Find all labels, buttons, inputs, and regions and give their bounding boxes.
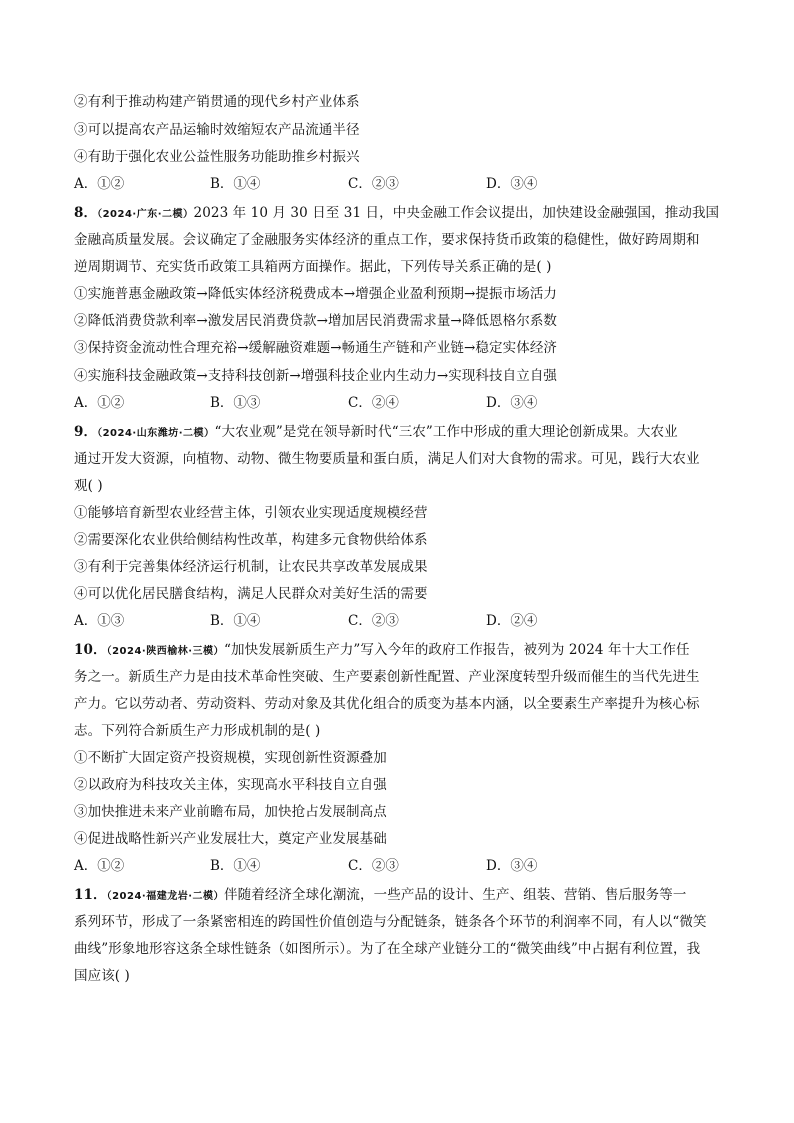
q7-options	[74, 175, 674, 193]
q10-item-4: ④促进战略性新兴产业发展壮大，奠定产业发展基础	[74, 831, 387, 847]
q9-item-3: ③有利于完善集体经济运行机制，让农民共享改革发展成果	[74, 559, 428, 575]
q10-item-3: ③加快推进未来产业前瞻布局，加快抢占发展制高点	[74, 804, 387, 820]
q11-stem-line-4: 国应该( )	[74, 968, 130, 984]
option-d: D．②④	[486, 613, 538, 629]
option-a: A．①②	[74, 176, 125, 192]
q9-options	[74, 612, 674, 630]
option-d: D．③④	[486, 176, 538, 192]
q9-number: 9．	[74, 424, 98, 440]
q9-stem-line-1	[74, 423, 678, 443]
q9-stem-line-3: 观( )	[74, 478, 103, 494]
option-a: A．①②	[74, 395, 125, 411]
option-a: A．①③	[74, 613, 125, 629]
q8-stem-line-1	[74, 204, 719, 224]
q7-item-3: ③可以提高农产品运输时效缩短农产品流通半径	[74, 122, 360, 138]
q9-stem-line-2: 通过开发大资源，向植物、动物、微生物要质量和蛋白质，满足人们对大食物的需求。可见，践行大农业	[74, 451, 700, 467]
option-b: B．①④	[210, 858, 261, 874]
q9-source: （2024·山东潍坊·二模）	[97, 428, 215, 439]
option-b: B．①③	[210, 395, 261, 411]
q10-options	[74, 857, 674, 875]
option-c: C．②③	[348, 613, 399, 629]
q9-stem-text: “大农业观”是党在领导新时代“三农”工作中形成的重大理论创新成果。大农业	[214, 424, 678, 440]
q7-item-4: ④有助于强化农业公益性服务功能助推乡村振兴	[74, 149, 360, 165]
q10-stem-line-4: 志。下列符合新质生产力形成机制的是( )	[74, 723, 321, 739]
option-b: B．①④	[210, 176, 261, 192]
q8-stem-line-2: 金融高质量发展。会议确定了金融服务实体经济的重点工作，要求保持货币政策的稳健性，做好跨周期和	[74, 232, 700, 248]
option-d: D．③④	[486, 395, 538, 411]
q8-source: （2024·广东·二模）	[97, 209, 194, 220]
q10-item-1: ①不断扩大固定资产投资规模，实现创新性资源叠加	[74, 750, 387, 766]
option-b: B．①④	[210, 613, 261, 629]
q10-source: （2024·陕西榆林·三模）	[106, 646, 225, 657]
option-c: C．②③	[348, 858, 399, 874]
option-c: C．②④	[348, 395, 399, 411]
q10-stem-text: “加快发展新质生产力”写入今年的政府工作报告，被列为 2024 年十大工作任	[224, 642, 690, 658]
q11-stem-text: 伴随着经济全球化潮流，一些产品的设计、生产、组装、营销、售后服务等一	[224, 887, 687, 903]
q11-number: 11．	[74, 887, 107, 903]
q10-stem-line-1	[74, 641, 690, 661]
q10-item-2: ②以政府为科技攻关主体，实现高水平科技自立自强	[74, 777, 387, 793]
q9-item-4: ④可以优化居民膳食结构，满足人民群众对美好生活的需要	[74, 586, 428, 602]
q10-number: 10．	[74, 642, 107, 658]
q11-stem-line-3: 曲线”形象地形容这条全球性链条（如图所示）。为了在全球产业链分工的“微笑曲线”中占据有利位置，我	[74, 941, 701, 957]
q8-item-1: ①实施普惠金融政策→降低实体经济税费成本→增强企业盈利预期→提振市场活力	[74, 286, 558, 302]
option-c: C．②③	[348, 176, 399, 192]
q8-item-4: ④实施科技金融政策→支持科技创新→增强科技企业内生动力→实现科技自立自强	[74, 368, 558, 384]
q8-number: 8．	[74, 205, 98, 221]
q9-item-1: ①能够培育新型农业经营主体，引领农业实现适度规模经营	[74, 505, 428, 521]
q11-stem-line-2: 系列环节，形成了一条紧密相连的跨国性价值创造与分配链条，链条各个环节的利润率不同，有人以“微笑	[74, 914, 707, 930]
q11-source: （2024·福建龙岩·二模）	[106, 891, 225, 902]
q10-stem-line-3: 产力。它以劳动者、劳动资料、劳动对象及其优化组合的质变为基本内涵，以全要素生产率提升为核心标	[74, 696, 700, 712]
option-a: A．①②	[74, 858, 125, 874]
q10-stem-line-2: 务之一。新质生产力是由技术革命性突破、生产要素创新性配置、产业深度转型升级而催生的当代先进生	[74, 669, 700, 685]
q8-stem-text: 2023 年 10 月 30 日至 31 日，中央金融工作会议提出，加快建设金融强国，推动我国	[193, 205, 720, 221]
q8-stem-line-3: 逆周期调节、充实货币政策工具箱两方面操作。据此，下列传导关系正确的是( )	[74, 259, 552, 275]
q8-options	[74, 394, 674, 412]
q7-item-2: ②有利于推动构建产销贯通的现代乡村产业体系	[74, 94, 360, 110]
q8-item-3: ③保持资金流动性合理充裕→缓解融资难题→畅通生产链和产业链→稳定实体经济	[74, 340, 558, 356]
q11-stem-line-1	[74, 886, 686, 906]
q9-item-2: ②需要深化农业供给侧结构性改革，构建多元食物供给体系	[74, 532, 428, 548]
q8-item-2: ②降低消费贷款利率→激发居民消费贷款→增加居民消费需求量→降低恩格尔系数	[74, 313, 558, 329]
option-d: D．③④	[486, 858, 538, 874]
